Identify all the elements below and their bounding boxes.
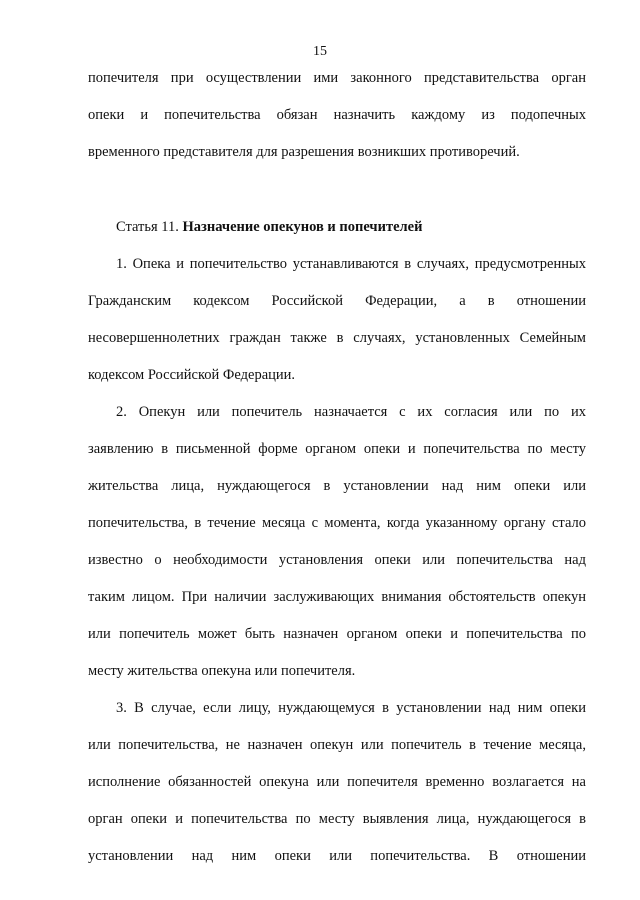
text-line: известно о необходимости установления опеки или попечительства над	[88, 552, 586, 568]
text-line: 2. Опекун или попечитель назначается с их согласия или по их	[116, 404, 586, 420]
text-line: кодексом Российской Федерации.	[88, 367, 296, 383]
text-line: несовершеннолетних граждан также в случаях, установленных Семейным	[88, 330, 586, 346]
text-line: таким лицом. При наличии заслуживающих внимания обстоятельств опекун	[88, 589, 586, 605]
text-line: месту жительства опекуна или попечителя.	[88, 663, 356, 679]
text-line: попечительства, в течение месяца с момента, когда указанному органу стало	[88, 515, 586, 531]
text-line: заявлению в письменной форме органом опеки и попечительства по месту	[88, 441, 586, 457]
intro-paragraph	[88, 60, 586, 171]
text-line: опеки и попечительства обязан назначить каждому из подопечных	[88, 107, 586, 123]
paragraph-2	[88, 394, 586, 690]
text-line: исполнение обязанностей опекуна или попечителя временно возлагается на	[88, 774, 586, 790]
page-number: 15	[313, 44, 327, 59]
text-line: попечителя при осуществлении ими законного представительства орган	[88, 70, 586, 86]
document-body	[88, 60, 586, 875]
text-line: орган опеки и попечительства по месту выявления лица, нуждающегося в	[88, 811, 586, 827]
article-heading	[88, 209, 586, 246]
paragraph-1	[88, 246, 586, 394]
article-title: Назначение опекунов и попечителей	[182, 219, 423, 235]
text-line: или попечитель может быть назначен органом опеки и попечительства по	[88, 626, 586, 642]
paragraph-3	[88, 690, 586, 875]
text-line: или попечительства, не назначен опекун или попечитель в течение месяца,	[88, 737, 586, 753]
text-line: Гражданским кодексом Российской Федерации, а в отношении	[88, 293, 586, 309]
article-prefix: Статья 11.	[116, 219, 183, 235]
text-line: жительства лица, нуждающегося в установлении над ним опеки или	[88, 478, 586, 494]
text-line: 1. Опека и попечительство устанавливаются в случаях, предусмотренных	[116, 256, 586, 272]
text-line: 3. В случае, если лицу, нуждающемуся в установлении над ним опеки	[116, 700, 586, 716]
text-line: временного представителя для разрешения возникших противоречий.	[88, 144, 520, 160]
text-line: установлении над ним опеки или попечительства. В отношении	[88, 848, 586, 864]
